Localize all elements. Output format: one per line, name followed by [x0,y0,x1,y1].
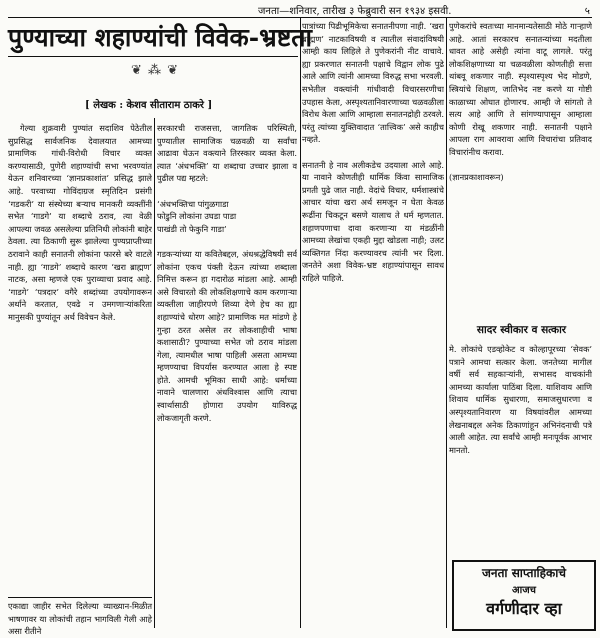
box-line-3: वर्गणीदार व्हा [486,599,562,618]
subscription-box [452,560,596,631]
section-body: मे. लोकांचे एडव्होकेट व कोल्हापूरच्या ‘सेवक’ पत्राने आमचा सत्कार केला. जनतेच्या मागील वर्षी सर्व सहकाऱ्यांनी, सभासद वाचकांनी आमच्या कार्याला पाठिंबा दिला. याशिवाय आणि शिवाय धार्मिक सुधारणा, समाजसुधारणा व अस्पृश्यतानिवारण या विषयांवरील आमच्या लेखनाबद्दल अनेक ठिकाणांहून अभिनंदनाची पत्रे आली आहेत. त्या सर्वांचे आम्ही मनःपूर्वक आभार मानतो. [449,344,592,455]
newspaper-header [8,3,592,18]
box-line-2: आजच [512,585,536,596]
section-heading: सादर स्वीकार व सत्कार [476,324,567,336]
article-column-2: सरकारची राजसत्ता, जागतिक परिस्थिती, पुण्यातील सामाजिक चळवळी या सर्वांचा आढावा घेऊन वक्त्याने तिरस्कार व्यक्त केला. त्यात ‘अंधभक्ति’ या शब्दाचा उच्चार झाला व पुढील पद्य म्हटले: ‘अंधभक्तिचा पांगुळगाडा फोडुनि लोकांना उघडा पाडा पाखंडी तो फेकुनि गाडा’ गडकऱ्यांच्या या कवितेबद्दल, अंधश्रद्धेविषयी सर्व लोकांना एकच पंक्ती देऊन त्यांच्या शब्दाला निमित्त करून हा गदारोळ मांडला आहे. आम्ही असे विचारतो की लोकशिक्षणाचे काम करणाऱ्या व्यक्तीला जाहीरपणे शिव्या देणे हेच का ह्या शहाण्यांचे धोरण आहे? प्रामाणिक मत मांडणे हे गुन्हा ठरत असेल तर लोकशाहीची भाषा कशासाठी? पुण्याच्या सभेत जो ठराव मांडला गेला, त्यामधील भाषा पाहिली असता आमच्या म्हणण्याचा विपर्यास करण्यात आला हे स्पष्ट होते. आमची भूमिका साधी आहे: धर्माच्या नावाने चालणारा अंधविश्वास आणि त्याचा स्वार्थासाठी होणारा उपयोग याविरुद्ध लोकजागृती करणे. [157,123,297,423]
column-divider [300,18,301,628]
column-divider [154,118,155,628]
article-column-3: पात्रांच्या पिढीभूमिकेचा सनातनीपणा नाही. ‘खरा ब्राह्मण’ नाटकाविषयी व त्यातील संवादांविषयी आम्ही काय लिहिले ते पुणेकरांनी नीट वाचावे. ह्या प्रकरणात सनातनी पक्षाचे विद्वान लोक पुढे आले आणि त्यांनी आमच्या विरुद्ध सभा भरवली. सभेतील वक्त्यांनी गांधीवादी विचारसरणीचा उपहास केला, अस्पृश्यतानिवारणाच्या चळवळीला विरोध केला आणि आम्हाला सनातनद्रोही ठरवले. परंतु त्यांच्या युक्तिवादात ‘तात्त्विक’ असे काहीच नव्हते. सनातनी हे नाव अलीकडेच उदयाला आले आहे. या नावाने कोणतीही धार्मिक किंवा सामाजिक प्रगती पुढे जात नाही. वेदांचे विचार, धर्मशास्त्रांचे आचार यांचा खरा अर्थ समजून न घेता केवळ रूढींना चिकटून बसणे यालाच ते धर्म म्हणतात. शहाणपणाचा दावा करणाऱ्या या मंडळींनी आमच्या लेखांचा एकही मुद्दा खोडला नाही; उलट व्यक्तिगत निंदा करण्यावरच त्यांनी भर दिला. जनतेने अशा विवेक-भ्रष्ट शहाण्यांपासून सावध राहिले पाहिजे. [302,21,444,283]
page-number: ५ [584,6,590,17]
article-column-4: पुणेकरांचे स्वतःच्या मानमान्यतेसाठी मोठे गाऱ्हाणे आहे. आतां सरकारच सनातन्यांच्या मदतीला धावत आहे असेही त्यांना वाटू लागले. परंतु लोकशिक्षणाच्या या चळवळीला कोणतीही सत्ता थांबवू शकणार नाही. स्पृश्यास्पृश्य भेद मोडणे, स्त्रियांचे शिक्षण, जातिभेद नष्ट करणे या गोष्टी काळाच्या ओघात होणारच. आम्ही जे सांगतो ते सत्य आहे आणि ते सांगण्यापासून आम्हाला कोणी रोखू शकणार नाही. सनातनी पक्षाने आपला राग आवरावा आणि विचारांचा प्रतिवाद विचारांनीच करावा. (ज्ञानप्रकाशावरून) [449,21,592,183]
article-title: पुण्याच्या शहाण्यांची विवेक-भ्रष्टता [8,23,313,52]
ornament-decoration: ❦ ⁂ ❦ [130,63,180,78]
author-byline: [ लेखक : केशव सीताराम ठाकरे ] [85,100,213,111]
article-column-1-continuation: एकाद्या जाहीर सभेत दिलेल्या व्याख्यान-मिळीत भाषणावर या लोकांची तहान भागविली गेली आहे असा रीतीने [8,597,152,638]
article-column-1: गेल्या शुक्रवारी पुण्यांत सदाशिव पेठेतील सुप्रसिद्ध सार्वजनिक देवालयात आमच्या प्रामाणिक गांधी-विरोधी विचार व्यक्त करण्यासाठी, पुणेरी शहाण्यांची सभा भरवण्यांत येऊन शनिवारच्या ‘ज्ञानप्रकाशांत’ प्रसिद्ध झाले आहे. परवाच्या गोविंदाग्रज स्मृतिदिन प्रसंगी ‘गडकरी’ या संस्थेच्या बर्‍याच मानकरी व्यक्तींनी सभेत ‘गाडगे’ या शब्दाचे ठराव, त्या वेळी आपल्या जवळ असलेल्या प्रतिनिधी लोकांनी बाहेर ठेवला. त्या ठिकाणी सुरू झालेल्या पुण्यप्राप्तीच्या ठरावाने काही सनातनी लोकांना फारसे बरे वाटले नाही. ह्या ‘गाडगे’ शब्दाचे कारण ‘खरा ब्राह्मण’ नाटक, असा म्हणजे एक पुराव्याचा प्रवाद आहे. ‘गाडगे’ ‘पत्रदार’ वगैरे शब्दांच्या उपयोगावरून अर्थाने करतात, एवढे न उमगणाऱ्यांकरिता मानुसकी पुण्यांतून अर्थ विवेचन केले. [8,123,152,322]
title-rule [8,56,298,57]
header-dateline: जनता—शनिवार, तारीख ३ फेब्रुवारी सन १९३४ इसवी. [258,6,452,17]
box-line-1: जनता साप्ताहिकाचे [482,566,566,580]
column-divider [446,18,447,628]
